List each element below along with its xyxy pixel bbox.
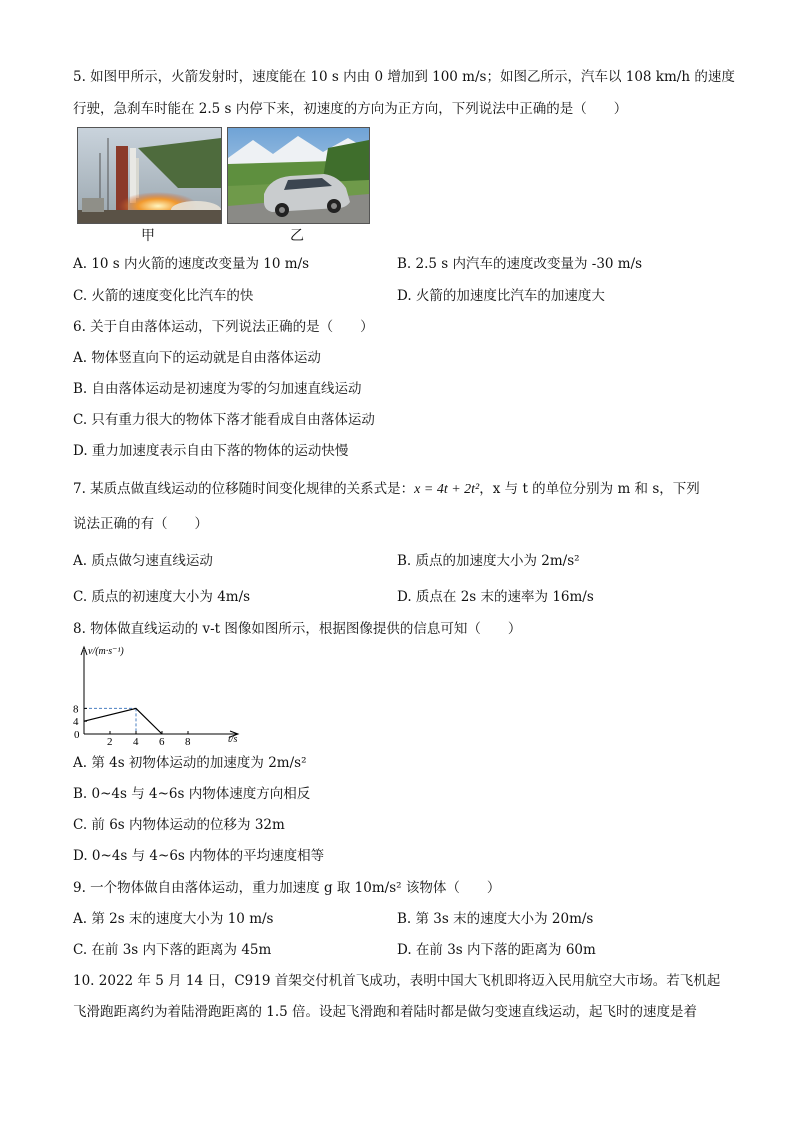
q9-option-d: D. 在前 3s 内下落的距离为 60m (397, 942, 596, 958)
caption-jia: 甲 (141, 228, 155, 244)
q5-stem-line1: 5. 如图甲所示，火箭发射时，速度能在 10 s 内由 0 增加到 100 m/s；如图乙所示，汽车以 108 km/h 的速度 (73, 69, 735, 85)
caption-yi: 乙 (290, 228, 304, 244)
origin-label: 0 (74, 729, 80, 741)
q7-option-d: D. 质点在 2s 末的速率为 16m/s (397, 589, 594, 605)
q6-stem: 6. 关于自由落体运动，下列说法正确的是（ ） (73, 319, 374, 335)
q10-stem-line1: 10. 2022 年 5 月 14 日，C919 首架交付机首飞成功，表明中国大飞机即将迈入民用航空大市场。若飞机起 (73, 973, 721, 989)
car-photo (227, 127, 370, 224)
q8-option-c: C. 前 6s 内物体运动的位移为 32m (73, 817, 285, 833)
q6-option-a: A. 物体竖直向下的运动就是自由落体运动 (73, 350, 321, 366)
q6-option-c: C. 只有重力很大的物体下落才能看成自由落体运动 (73, 412, 375, 428)
rocket-launch-photo (77, 127, 222, 224)
q7-stem-line1 (73, 480, 700, 499)
q8-stem: 8. 物体做直线运动的 v-t 图像如图所示，根据图像提供的信息可知（ ） (73, 621, 522, 637)
q6-option-b: B. 自由落体运动是初速度为零的匀加速直线运动 (73, 381, 362, 397)
q8-option-a: A. 第 4s 初物体运动的加速度为 2m/s² (73, 755, 307, 771)
q7-formula: x = 4t + 2t² (414, 482, 480, 497)
x-tick-label: 6 (159, 736, 165, 747)
velocity-series-line (84, 708, 162, 734)
y-tick-label: 4 (73, 716, 79, 729)
q8-option-b: B. 0~4s 与 4~6s 内物体速度方向相反 (73, 786, 311, 802)
vt-chart (70, 642, 250, 747)
x-tick-label: 2 (107, 736, 113, 747)
q6-option-d: D. 重力加速度表示自由下落的物体的运动快慢 (73, 443, 349, 459)
q10-stem-line2: 飞滑跑距离约为着陆滑跑距离的 1.5 倍。设起飞滑跑和着陆时都是做匀变速直线运动，起飞时的速度是着 (73, 1004, 698, 1020)
x-axis-label: t/s (228, 734, 238, 745)
q9-option-c: C. 在前 3s 内下落的距离为 45m (73, 942, 272, 958)
q7-stem-part1: 7. 某质点做直线运动的位移随时间变化规律的关系式是： (73, 481, 415, 497)
q9-option-a: A. 第 2s 末的速度大小为 10 m/s (73, 911, 274, 927)
q5-option-a: A. 10 s 内火箭的速度改变量为 10 m/s (73, 256, 310, 272)
q5-option-b: B. 2.5 s 内汽车的速度改变量为 -30 m/s (397, 256, 643, 272)
q7-stem-line2: 说法正确的有（ ） (73, 516, 208, 532)
q7-stem-part2: ，x 与 t 的单位分别为 m 和 s，下列 (479, 481, 700, 497)
x-tick-label: 4 (133, 736, 139, 747)
q7-option-b: B. 质点的加速度大小为 2m/s² (397, 553, 580, 569)
q7-option-a: A. 质点做匀速直线运动 (73, 553, 213, 569)
q5-option-c: C. 火箭的速度变化比汽车的快 (73, 288, 254, 304)
q9-option-b: B. 第 3s 末的速度大小为 20m/s (397, 911, 594, 927)
q9-stem: 9. 一个物体做自由落体运动，重力加速度 g 取 10m/s² 该物体（ ） (73, 880, 501, 896)
x-tick-label: 8 (185, 736, 191, 747)
q5-stem-line2: 行驶，急刹车时能在 2.5 s 内停下来，初速度的方向为正方向，下列说法中正确的是（ ） (73, 101, 628, 117)
q7-option-c: C. 质点的初速度大小为 4m/s (73, 589, 251, 605)
q5-option-d: D. 火箭的加速度比汽车的加速度大 (397, 288, 605, 304)
q8-option-d: D. 0~4s 与 4~6s 内物体的平均速度相等 (73, 848, 325, 864)
y-axis-label: v/(m·s⁻¹) (88, 646, 124, 657)
y-tick-label: 8 (73, 703, 79, 716)
